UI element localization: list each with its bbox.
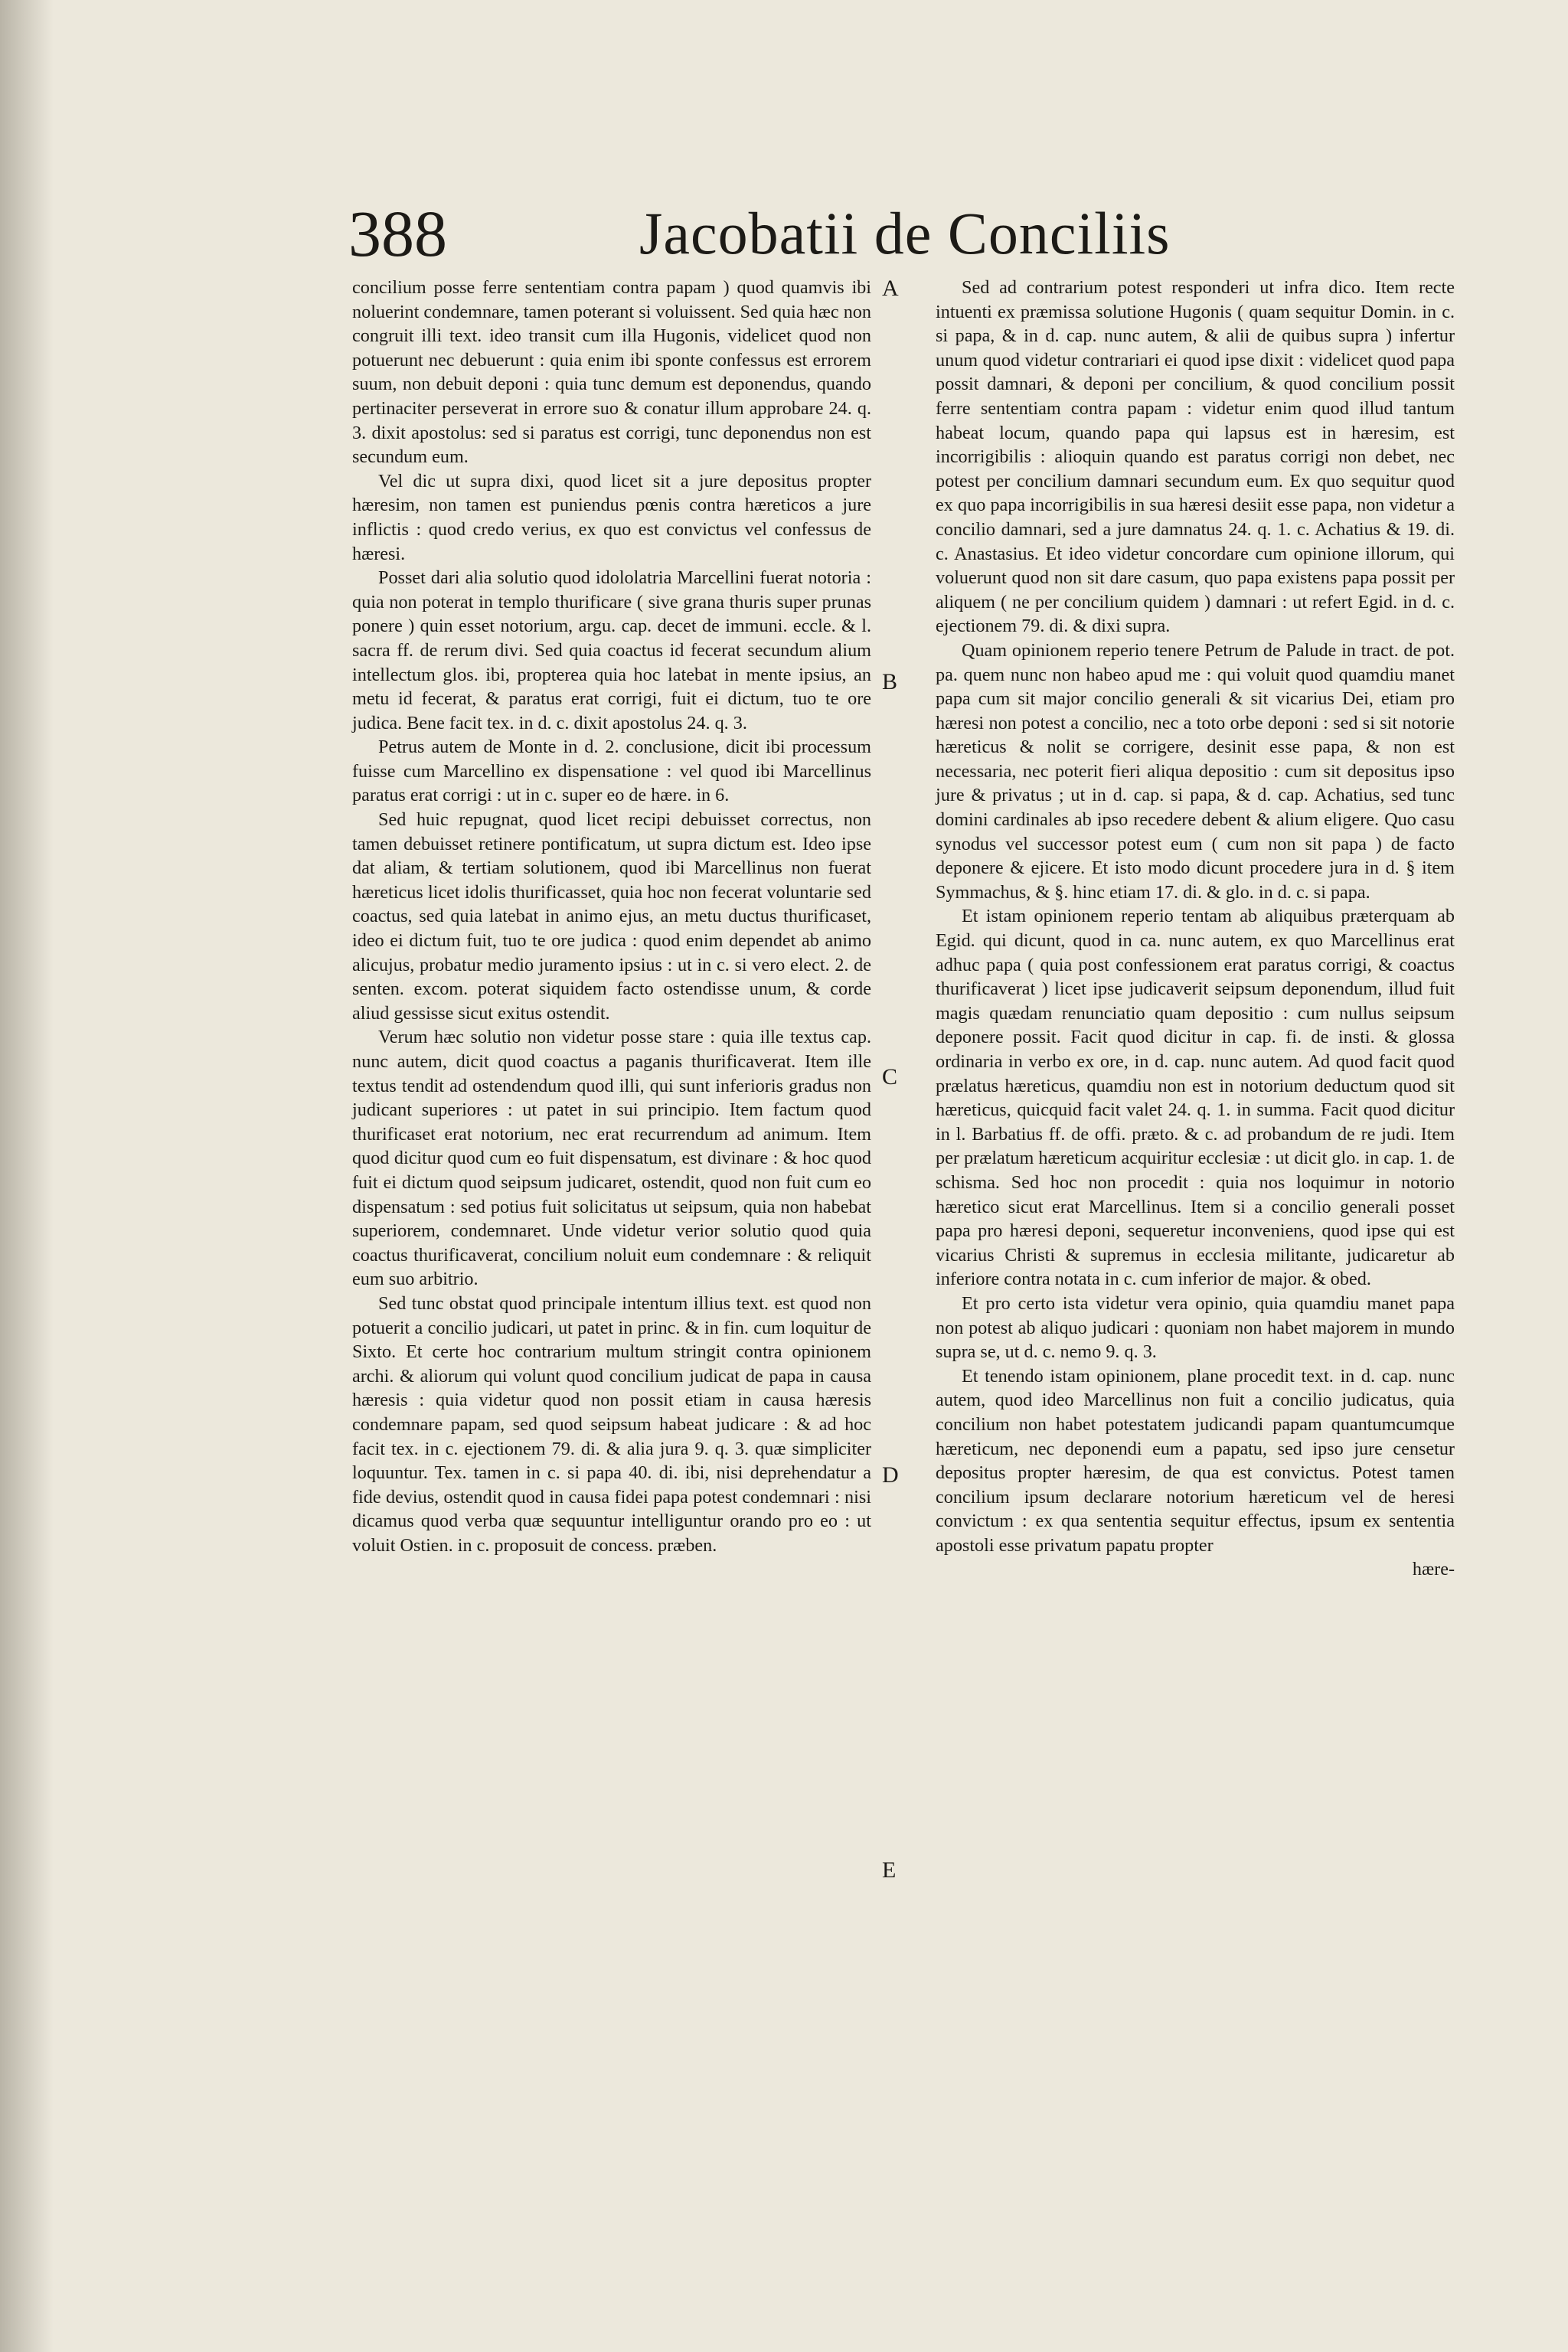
margin-letter-a: A [882, 276, 899, 301]
gutter-shadow [0, 0, 54, 2352]
left-column [352, 276, 871, 1557]
page-number: 388 [348, 197, 447, 270]
right-column [936, 276, 1455, 1582]
right-paragraph-1: Sed ad contrarium potest responderi ut infra dico. Item recte intuenti ex præmissa solutione Hugonis ( quam sequitur Domin. in c. si papa, & in d. cap. nunc autem, & alii de quibus supra ) infertur unum quod videtur contrariari ei quod ipse dixit : videlicet quod papa possit damnari, & deponi per concilium, & quod concilium possit ferre sententiam contra papam : videtur enim quod illud tantum habeat locum, quando papa qui lapsus est in hæresim, est incorrigibilis : alioquin quando est paratus corrigi non debet, nec potest per concilium damnari secundum eum. Ex quo sequitur quod ex quo papa incorrigibilis in sua hæresi desiit esse papa, non videtur a concilio damnari, sed a jure damnatus 24. q. 1. c. Achatius & 19. di. c. Anastasius. Et ideo videtur concordare cum opinione illorum, qui voluerunt quod non sit dare casum, quo papa existens papa possit per aliquem ( ne per concilium quidem ) damnari : ut refert Egid. in d. c. ejectionem 79. di. & dixi supra. [936, 277, 1455, 637]
margin-letter-c: C [882, 1064, 898, 1089]
right-paragraph-5: Et tenendo istam opinionem, plane procedit text. in d. cap. nunc autem, quod ideo Marcellinus non fuit a concilio judicatus, quia concilium non habet potestatem judicandi papam quantumcumque hæreticum, nec deponendi eum a papatu, sed ipso jure censetur depositus propter hæresim, de qua est convictus. Potest tamen concilium ipsum declarare notorium hæreticum vel de heresi convictum : ex qua sententia sequitur effectus, ipsum ex sententia apostoli esse privatum papatu propter [936, 1365, 1455, 1556]
margin-letter-b: B [882, 669, 898, 694]
catchword: hære- [1412, 1559, 1455, 1580]
left-paragraph-6: Verum hæc solutio non videtur posse stare : quia ille textus cap. nunc autem, dicit quod coactus a paganis thurificaverat. Item ille textus tendit ad ostendendum quod illi, qui sunt inferioris gradus non judicant superiores : ut patet in sui principio. Item factum quod thurificaset erat notorium, nec erat recurrendum ad animum. Item quod dicitur quod cum eo fuit dispensatum, est divinare : & hoc quod fuit ei dictum quod seipsum judicaret, ostendit, quod non fuit cum eo dispensatum : sed potius fuit solicitatus ut seipsum, quia non habebat superiorem, condemnaret. Unde videtur verior solutio quod quia coactus thurificaverat, concilium noluit eum condemnare : & reliquit eum suo arbitrio. [352, 1027, 871, 1290]
running-title: Jacobatii de Conciliis [639, 200, 1171, 266]
left-paragraph-4: Petrus autem de Monte in d. 2. conclusione, dicit ibi processum fuisse cum Marcellino ex dispensatione : vel quod ibi Marcellinus paratus erat corrigi : ut in c. super eo de hære. in 6. [352, 737, 871, 806]
left-paragraph-3: Posset dari alia solutio quod idololatria Marcellini fuerat notoria : quia non poterat in templo thurificare ( sive grana thuris super prunas ponere ) quin esset notorium, argu. cap. decet de immuni. eccle. & l. sacra ff. de rerum divi. Sed quia coactus id fecerat secundum alium intellectum glos. ibi, propterea quia hoc latebat in mente ipsius, an metu id fecerat, & paratus erat corrigi, fuit ei dictum, tuo te ore judica. Bene facit tex. in d. c. dixit apostolus 24. q. 3. [352, 567, 871, 733]
right-paragraph-3: Et istam opinionem reperio tentam ab aliquibus præterquam ab Egid. qui dicunt, quod in ca. nunc autem, ex quo Marcellinus erat adhuc papa ( quia post confessionem erat paratus corrigi, & coactus thurificaverat ) licet ipse judicaverit seipsum deponendum, illud fuit magis quædam renunciatio quam depositio : cum nullus seipsum deponere possit. Facit quod dicitur in cap. fi. de insti. & glossa ordinaria in verbo ex ore, in d. cap. nunc autem. Ad quod facit quod prælatus hæreticus, quamdiu non est in notorium deductum quod sit hæreticus, quicquid facit valet 24. q. 1. in summa. Facit quod dicitur in l. Barbatius ff. de offi. præto. & c. ad probandum de re judi. Item per prælatum hæreticum acquiritur ecclesiæ : ut dicit glo. in cap. 1. de schisma. Sed hoc non procedit : quia nos loquimur in notorio hæretico sicut erat Marcellinus. Item si a concilio generali posset papa pro hæresi deponi, sequeretur inconveniens, quod ipse qui est vicarius Christi & supremus in ecclesia militante, judicaretur ab inferiore contra notata in c. cum inferior de major. & obed. [936, 906, 1455, 1290]
left-paragraph-2: Vel dic ut supra dixi, quod licet sit a jure depositus propter hæresim, non tamen est puniendus pœnis contra hæreticos a jure inflictis : quod credo verius, ex quo est convictus vel confessus de hæresi. [352, 470, 871, 564]
right-paragraph-4: Et pro certo ista videtur vera opinio, quia quamdiu manet papa non potest ab aliquo judicari : quoniam non habet majorem in mundo supra se, ut d. c. nemo 9. q. 3. [936, 1292, 1455, 1363]
left-paragraph-7: Sed tunc obstat quod principale intentum illius text. est quod non potuerit a concilio judicari, ut patet in princ. & in fin. cum loquitur de Sixto. Et certe hoc contrarium multum stringit contra opinionem archi. & aliorum qui volunt quod concilium judicat de papa in causa hæresis : quia videtur quod non possit etiam in causa hæresis condemnare papam, sed quod seipsum habeat judicare : & ad hoc facit tex. in c. ejectionem 79. di. & alia jura 9. q. 3. quæ simpliciter loquuntur. Tex. tamen in c. si papa 40. di. ibi, nisi deprehendatur a fide devius, ostendit quod in causa fidei papa potest condemnari : nisi dicamus quod verba quæ sequuntur intelliguntur orando pro eo : ut voluit Ostien. in c. proposuit de concess. præben. [352, 1292, 871, 1556]
margin-letter-d: D [882, 1462, 899, 1488]
margin-letter-e: E [882, 1857, 897, 1883]
right-paragraph-2: Quam opinionem reperio tenere Petrum de Palude in tract. de pot. pa. quem nunc non habeo apud me : qui voluit quod quamdiu manet papa cum sit major concilio generali & sit vicarius Dei, etiam pro hæresi non potest a concilio, nec a toto orbe deponi : sed si sit notorie hæreticus & nolit se corrigere, desinit esse papa, & non est necessaria, nec poterit fieri aliqua depositio : cum sit depositus ipso jure & privatus ; ut in d. cap. si papa, & d. cap. Achatius, sed tunc domini cardinales ab ipso recedere debent & alium eligere. Quo casu synodus vel successor potest eum ( cum non sit papa ) de facto deponere & ejicere. Et isto modo dicunt procedere jura in d. § item Symmachus, & §. hinc etiam 17. di. & glo. in d. c. si papa. [936, 639, 1455, 903]
left-paragraph-5: Sed huic repugnat, quod licet recipi debuisset correctus, non tamen debuisset retinere pontificatum, ut supra dictum est. Ideo ipse dat aliam, & tertiam solutionem, quod ibi Marcellinus non fuerat hæreticus licet idolis thurificasset, quia hoc non fecerat voluntarie sed coactus, sed quia latebat in animo ejus, an metu ductus thurificaset, ideo ei dictum fuit, tuo te ore judica : quod enim dependet ab animo alicujus, probatur medio juramento ipsius : ut in c. si vero elect. 2. de senten. excom. poterat siquidem facto ostendisse unum, & corde aliud gessisse sicut exitus ostendit. [352, 809, 871, 1024]
page-header [348, 195, 1236, 279]
left-paragraph-1: concilium posse ferre sententiam contra papam ) quod quamvis ibi noluerint condemnare, tamen poterant si voluissent. Sed quia hæc non congruit illi text. ideo transit cum illa Hugonis, videlicet quod non potuerunt nec debuerunt : quia enim ibi sponte confessus est errorem suum, non debuit deponi : quia tunc demum est deponendus, quando pertinaciter perseverat in errore suo & conatur illum approbare 24. q. 3. dixit apostolus: sed si paratus est corrigi, tunc deponendus non est secundum eum. [352, 277, 871, 468]
